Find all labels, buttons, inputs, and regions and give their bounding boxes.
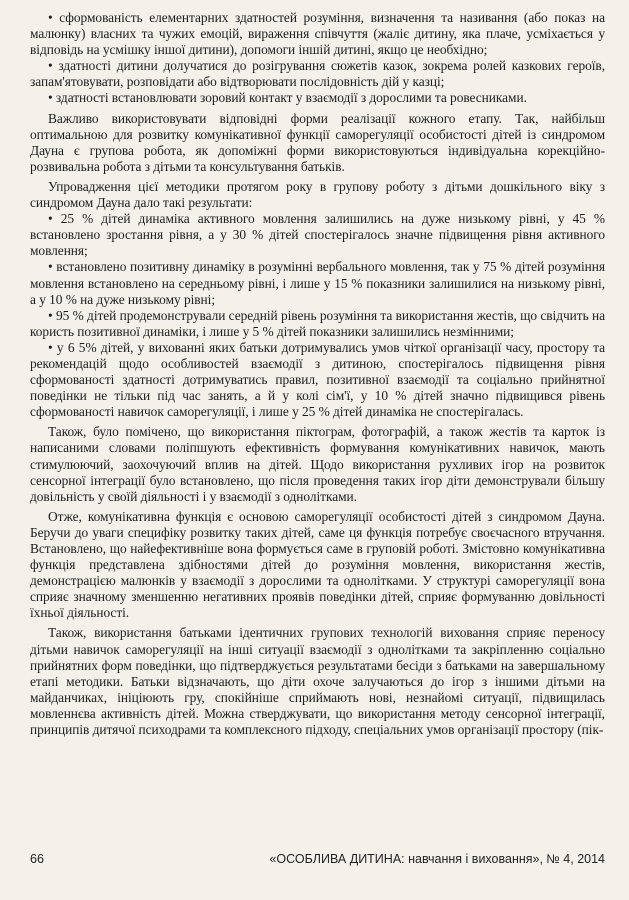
page-footer	[30, 852, 605, 866]
paragraph-results-intro: Упровадження цієї методики протягом року в групову роботу з дітьми дошкільного віку з синдромом Дауна дало такі результати:	[30, 178, 605, 211]
paragraph-forms: Важливо використовувати відповідні форми реалізації кожного етапу. Так, найбільш оптимальною для розвитку комунікативної функції саморегуляції особистості дітей із синдромом Дауна є групова робота, як допоміжні форми використовуються індивідуальна корекційно-розвивальна робота з дітьми та консультування батьків.	[30, 110, 605, 174]
bullet-verbal-understanding: • встановлено позитивну динаміку в розумінні вербального мовлення, так у 75 % дітей розуміння мовлення встановлено на середньому рівні, і лише у 15 % показники залишилися на низькому рівні, а у 10 % на дуже низькому рівні;	[30, 259, 605, 307]
bullet-fairy-tales: • здатності дитини долучатися до розігрування сюжетів казок, зокрема ролей казкових героїв, запам'ятовувати, розповідати або відтворювати послідовність дій у казці;	[30, 58, 605, 90]
bullet-eye-contact: • здатності встановлювати зоровий контакт у взаємодії з дорослими та ровесниками.	[48, 90, 527, 106]
bullet-active-speech: • 25 % дітей динаміка активного мовлення залишились на дуже низькому рівні, у 45 % встановлено зростання рівня, а у 30 % дітей спостерігалось значне підвищення рівня активного мовлення;	[30, 211, 605, 259]
journal-citation: «ОСОБЛИВА ДИТИНА: навчання і виховання», № 4, 2014	[269, 852, 605, 866]
paragraph-conclusion: Отже, комунікативна функція є основою саморегуляції особистості дітей з синдромом Дауна. Беручи до уваги специфіку розвитку таких дітей, саме ця функція потребує своєчасного втручання. Встановлено, що найефективніше вона формується саме в груповій роботі. Змістовно комунікативна функція представлена здібностями дітей до розуміння мовлення, використання жестів, демонстрацією малюнків у взаємодії з дорослими та однолітками. У структурі саморегуляції вона сприяє значному зменшенню негативних проявів поведінки дітей, сприяє формуванню довільності їхньої діяльності.	[30, 508, 605, 621]
bullet-gestures: • 95 % дітей продемонстрували середній рівень розуміння та використання жестів, що свідчить на користь позитивної динаміки, і лише у 5 % дітей показники залишились незмінними;	[30, 307, 605, 339]
paragraph-pictograms: Також, було помічено, що використання піктограм, фотографій, а також жестів та карток із написаними словами поліпшують ефективність формування комунікативних навичок, мають стимулюючий, заохочуючий вплив на дітей. Щодо використання рухливих ігор на розвиток сенсорної інтеграції було встановлено, що після проведення таких ігор діти демонстрували більшу довільність у своїй діяльності і у взаємодії з однолітками.	[30, 424, 605, 504]
paragraph-parents: Також, використання батьками ідентичних групових технологій виховання сприяє переносу дітьми навичок саморегуляції на інші ситуації взаємодії з однолітками та закріпленню соціально прийнятних форм поведінки, що підтверджується результатами бесіди з батьками на завершальному етапі методики. Батьки відзначають, що діти охоче залучаються до ігор з іншими дітьми на майданчиках, ініціюють гру, спокійніше сприймають нові, незнайомі ситуації, підвищилась мовленнєва активність дітей. Можна стверджувати, що використання методу сенсорної інтеграції, принципів дитячої психодрами та комплексного підходу, спеціальних умов організації простору (пік-	[30, 625, 605, 738]
page-number: 66	[30, 852, 44, 866]
bullet-emotions: • сформованість елементарних здатностей розуміння, визначення та називання (або показ на малюнку) власних та чужих емоцій, вираження співчуття (жаліє дитину, яка плаче, усміхається у відповідь на усмішку іншої дитини), допомоги іншій дитині, якщо це необхідно;	[30, 10, 605, 58]
article-body	[30, 10, 605, 848]
bullet-self-regulation: • у 6 5% дітей, у вихованні яких батьки дотримувались умов чіткої організації часу, простору та рекомендацій щодо особливостей взаємодії з дитиною, спостерігалось підвищення рівня сформованості здатності дотримуватись правил, позитивної взаємодії та соціально прийнятної поведінки не тільки під час занять, а й у колі сім'ї, у 10 % дітей значно підвищився рівень сформованості навичок саморегуляції, і лише у 25 % дітей динаміка не спостерігалась.	[30, 339, 605, 420]
